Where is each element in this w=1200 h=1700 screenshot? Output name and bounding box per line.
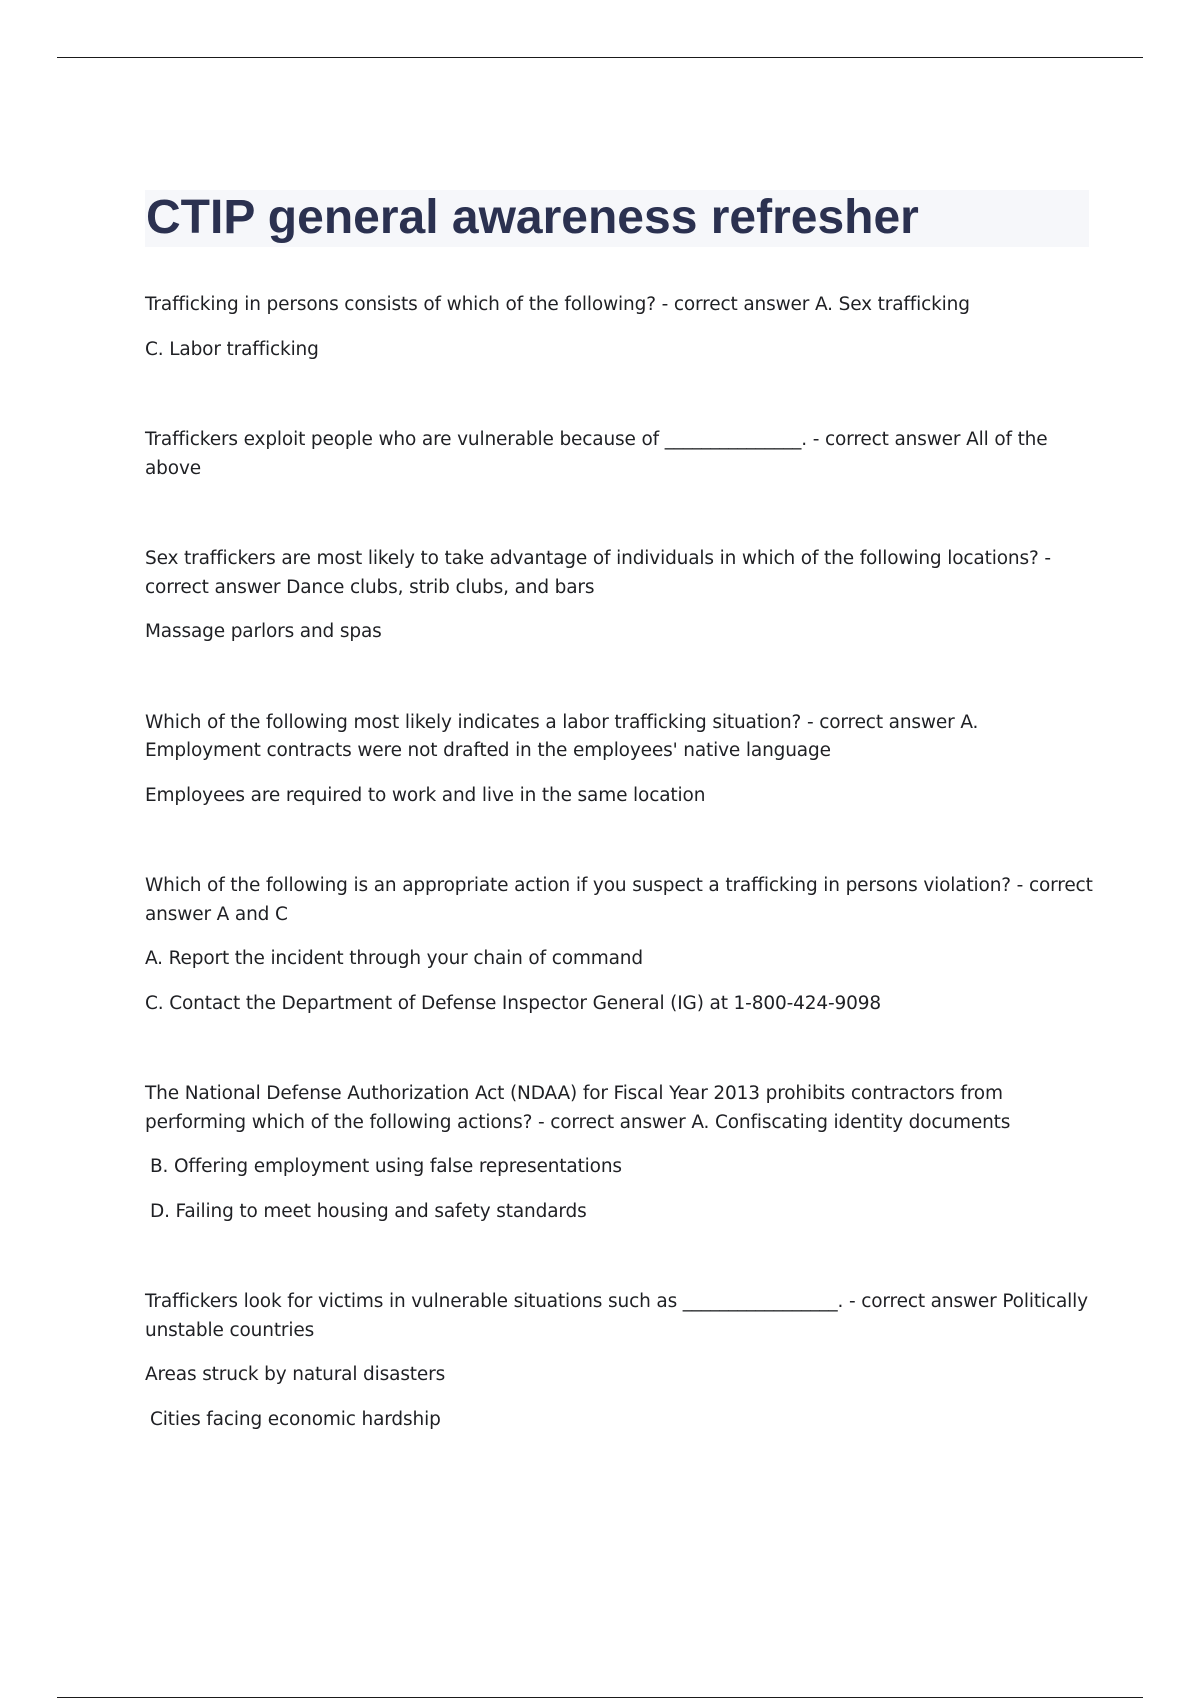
answer-line: C. Labor trafficking <box>145 338 319 360</box>
question-answer: Trafficking in persons consists of which of the following? - correct answer A. Sex trafficking <box>145 294 970 315</box>
qa-item-6 <box>145 1080 1093 1226</box>
question-answer: Which of the following most likely indicates a labor trafficking situation? - correct answer A. Employment contracts were not drafted in the employees' native language <box>145 711 979 761</box>
bottom-divider <box>57 1697 1143 1698</box>
answer-line: Massage parlors and spas <box>145 621 382 642</box>
question-answer: Traffickers exploit people who are vulnerable because of _______________. - correct answer All of the above <box>145 429 1048 479</box>
document-title: CTIP general awareness refresher <box>146 191 919 244</box>
top-divider <box>57 57 1143 58</box>
question-answer: The National Defense Authorization Act (NDAA) for Fiscal Year 2013 prohibits contractors from performing which of the following actions? - correct answer A. Confiscating identity documents <box>145 1083 1011 1133</box>
qa-item-5 <box>145 872 1093 1018</box>
qa-item-2 <box>145 426 1093 483</box>
qa-item-7 <box>145 1288 1093 1434</box>
question-answer: Sex traffickers are most likely to take advantage of individuals in which of the following locations? - correct answer Dance clubs, strib clubs, and bars <box>145 548 1051 598</box>
answer-line: Cities facing economic hardship <box>150 1408 441 1430</box>
question-answer: Traffickers look for victims in vulnerable situations such as _________________. - correct answer Politically unstable countries <box>145 1291 1088 1341</box>
qa-item-1 <box>145 291 1093 364</box>
answer-line: Employees are required to work and live in the same location <box>145 784 706 806</box>
answer-line: A. Report the incident through your chain of command <box>145 948 643 969</box>
qa-item-3 <box>145 545 1093 647</box>
question-answer: Which of the following is an appropriate action if you suspect a trafficking in persons violation? - correct answer A and C <box>145 875 1093 925</box>
qa-list <box>145 291 1093 1496</box>
qa-item-4 <box>145 709 1093 811</box>
answer-line: C. Contact the Department of Defense Inspector General (IG) at 1-800-424-9098 <box>145 992 881 1014</box>
answer-line: B. Offering employment using false representations <box>150 1156 622 1177</box>
answer-line: Areas struck by natural disasters <box>145 1364 446 1385</box>
answer-line: D. Failing to meet housing and safety standards <box>150 1200 587 1222</box>
